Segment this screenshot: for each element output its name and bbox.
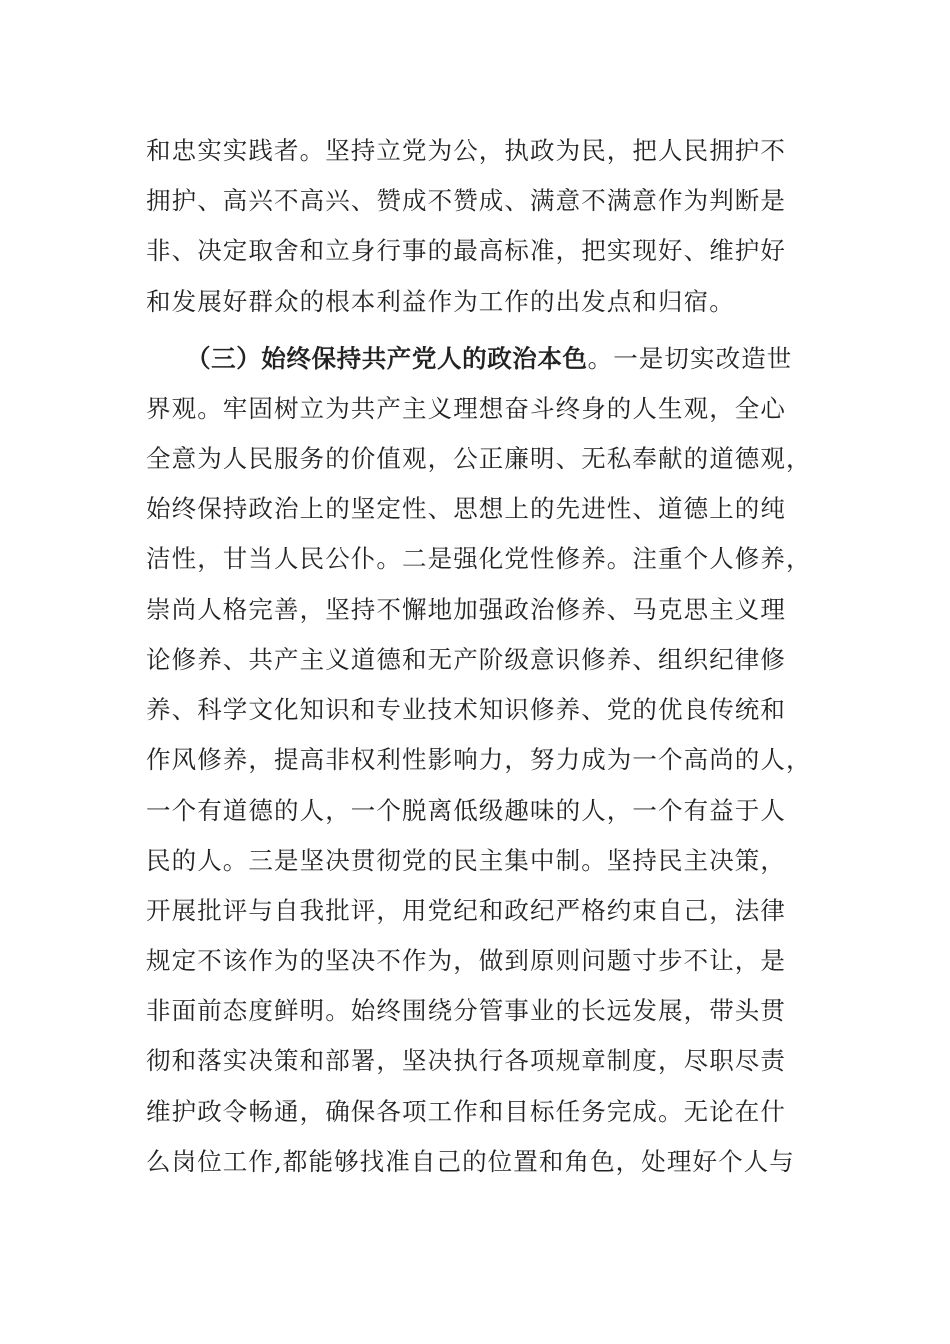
paragraph-line: 和忠实实践者。坚持立党为公，执政为民，把人民拥护不 — [146, 136, 786, 165]
paragraph-line-rest: 。一是切实改造世 — [587, 344, 793, 373]
paragraph-line: 界观。牢固树立为共产主义理想奋斗终身的人生观，全心 — [146, 394, 786, 423]
section-heading: （三）始终保持共产党人的政治本色 — [186, 344, 588, 373]
paragraph-line: 和发展好群众的根本利益作为工作的出发点和归宿。 — [146, 287, 735, 316]
paragraph-line: 始终保持政治上的坚定性、思想上的先进性、道德上的纯 — [146, 494, 786, 523]
paragraph-line: 一个有道德的人，一个脱离低级趣味的人，一个有益于人 — [146, 796, 786, 825]
paragraph-line: 规定不该作为的坚决不作为，做到原则问题寸步不让，是 — [146, 946, 786, 975]
paragraph-line: 彻和落实决策和部署，坚决执行各项规章制度，尽职尽责 — [146, 1046, 786, 1075]
paragraph-line: 拥护、高兴不高兴、赞成不赞成、满意不满意作为判断是 — [146, 186, 786, 215]
paragraph-line: 民的人。三是坚决贯彻党的民主集中制。坚持民主决策， — [146, 846, 786, 875]
paragraph-line: 全意为人民服务的价值观，公正廉明、无私奉献的道德观， — [146, 444, 812, 473]
paragraph-first-line — [186, 344, 806, 374]
paragraph-line: 开展批评与自我批评，用党纪和政纪严格约束自己，法律 — [146, 896, 786, 925]
paragraph-line: 非面前态度鲜明。始终围绕分管事业的长远发展，带头贯 — [146, 996, 786, 1025]
paragraph-line: 养、科学文化知识和专业技术知识修养、党的优良传统和 — [146, 695, 786, 724]
paragraph-line: 非、决定取舍和立身行事的最高标准，把实现好、维护好 — [146, 236, 786, 265]
paragraph-line: 论修养、共产主义道德和无产阶级意识修养、组织纪律修 — [146, 645, 786, 674]
paragraph-line: 维护政令畅通，确保各项工作和目标任务完成。无论在什 — [146, 1097, 786, 1126]
paragraph-line: 么岗位工作,都能够找准自己的位置和角色，处理好个人与 — [146, 1147, 795, 1176]
paragraph-line: 洁性，甘当人民公仆。二是强化党性修养。注重个人修养， — [146, 544, 812, 573]
paragraph-line: 崇尚人格完善，坚持不懈地加强政治修养、马克思主义理 — [146, 595, 786, 624]
paragraph-line: 作风修养，提高非权利性影响力，努力成为一个高尚的人， — [146, 745, 812, 774]
